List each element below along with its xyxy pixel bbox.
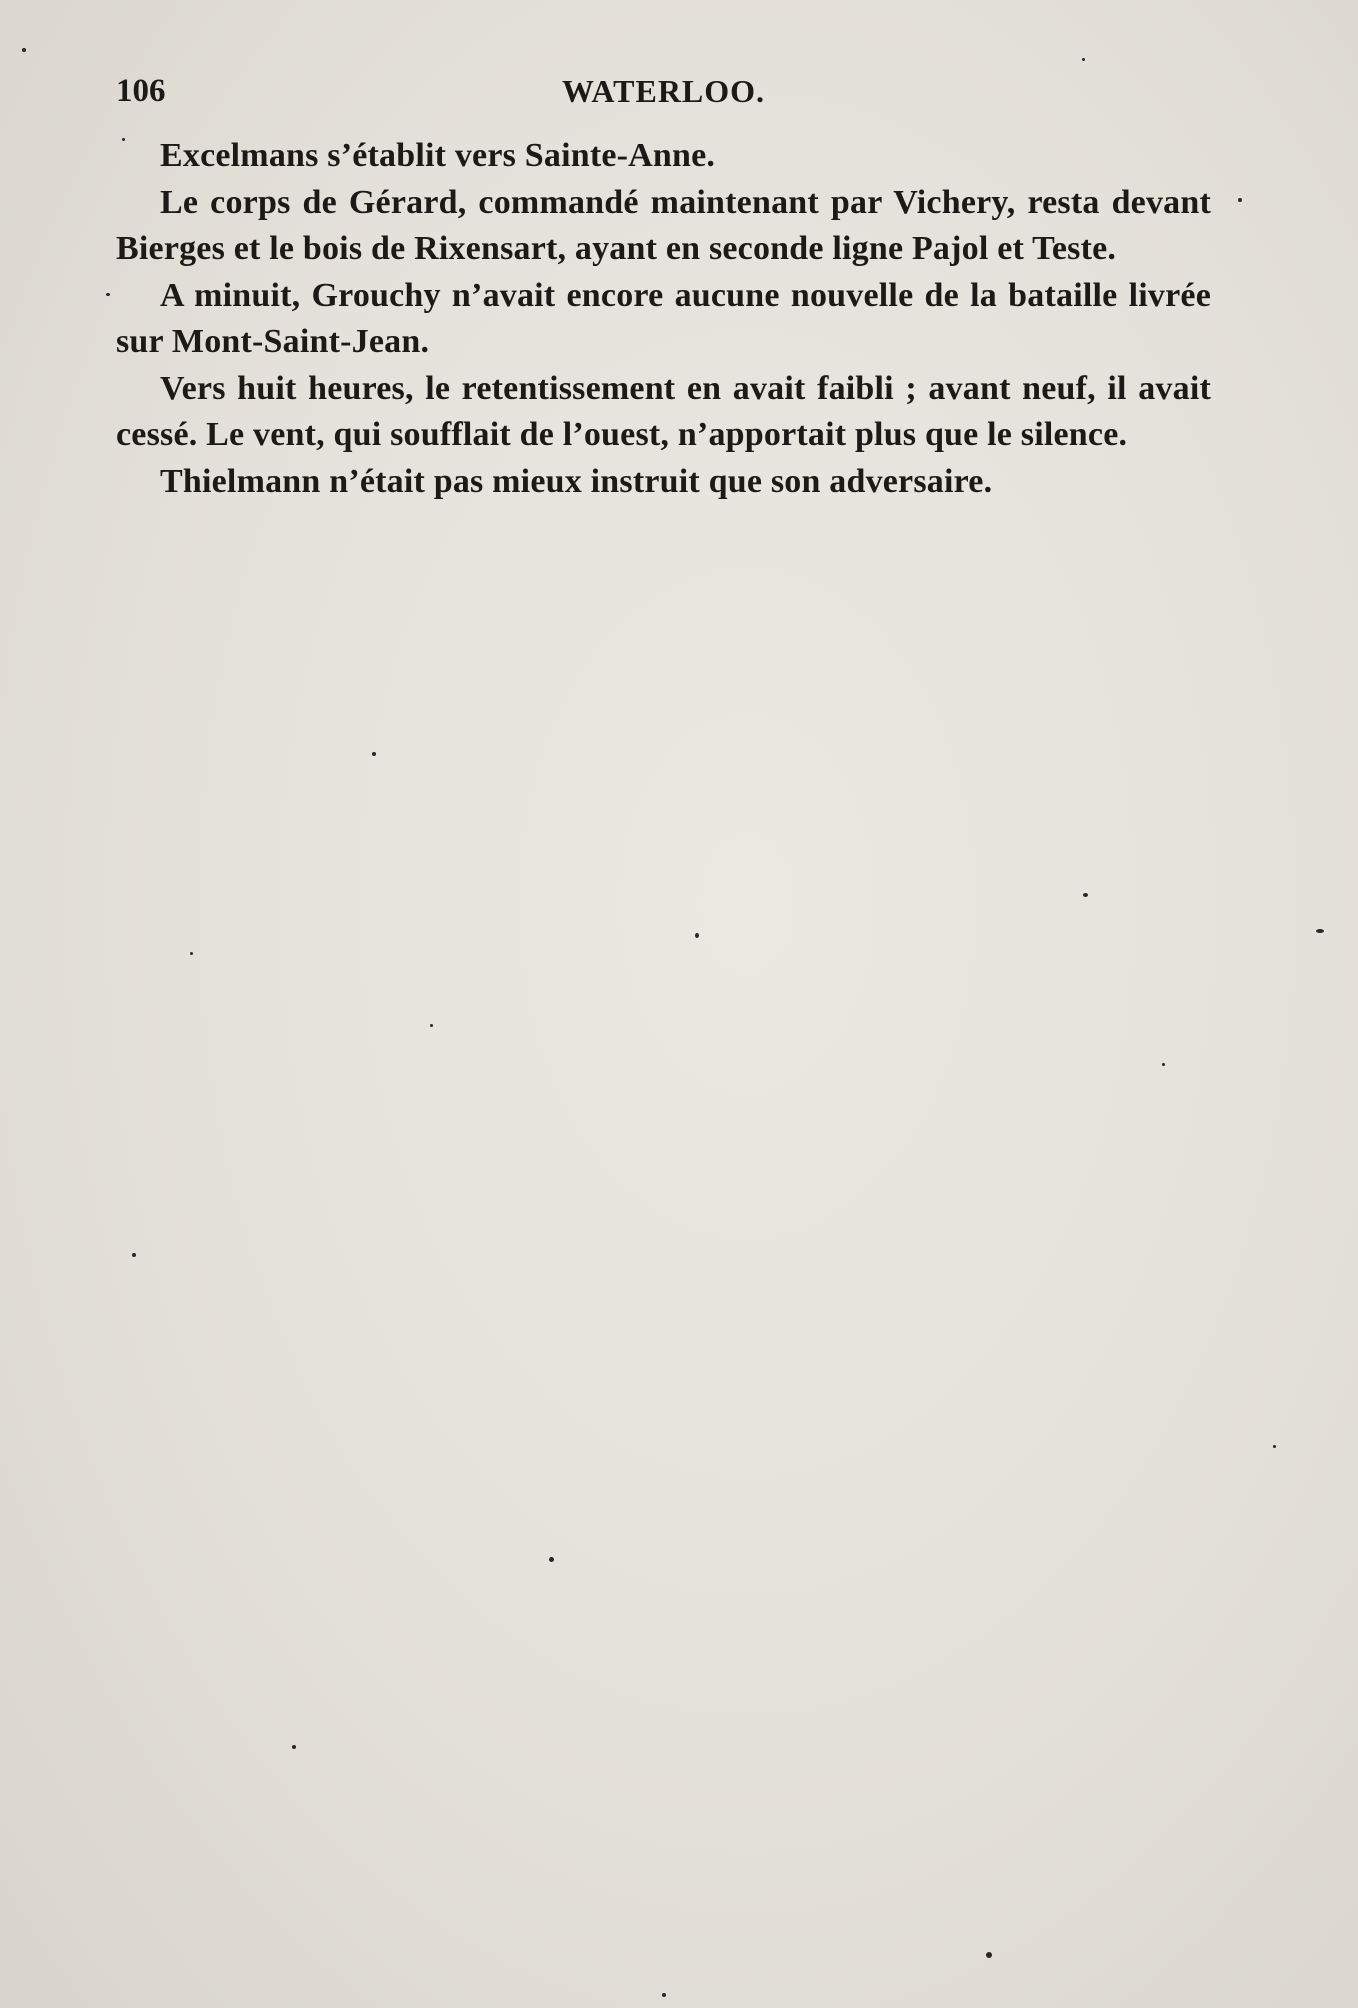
paper-speck bbox=[1316, 929, 1324, 933]
paragraph: Excelmans s’établit vers Sainte-Anne. bbox=[160, 137, 716, 174]
paper-speck bbox=[1083, 893, 1088, 897]
paper-speck bbox=[986, 1952, 992, 1958]
page-header bbox=[116, 66, 1211, 116]
paper-speck bbox=[1238, 198, 1242, 202]
paragraph: Thielmann n’était pas mieux instruit que son adversaire. bbox=[160, 462, 993, 500]
paper-speck bbox=[1082, 58, 1085, 61]
running-title: WATERLOO. bbox=[561, 73, 766, 109]
paragraph: Vers huit heures, le retentissement en avait faibli ; avant neuf, il avait cessé. Le vent, qui soufflait de l’ouest, n’apportait plus que le silence. bbox=[116, 369, 1211, 453]
paper-speck bbox=[372, 752, 376, 756]
paper-speck bbox=[106, 293, 110, 296]
paper-speck bbox=[22, 48, 26, 52]
paragraph: A minuit, Grouchy n’avait encore aucune nouvelle de la bataille livrée sur Mont-Saint-Jean. bbox=[116, 276, 1211, 360]
paper-speck bbox=[430, 1024, 433, 1027]
page-number: 106 bbox=[116, 73, 166, 109]
paper-speck bbox=[190, 952, 193, 955]
paper-speck bbox=[1162, 1063, 1165, 1066]
paper-speck bbox=[1273, 1445, 1276, 1448]
paper-speck bbox=[549, 1557, 554, 1562]
paper-speck bbox=[292, 1745, 296, 1749]
body-text bbox=[116, 133, 1211, 505]
paragraph: Le corps de Gérard, commandé maintenant par Vichery, resta devant Bierges et le bois de Rixensart, ayant en seconde ligne Pajol et Teste. bbox=[116, 183, 1211, 267]
paper-speck bbox=[695, 933, 699, 938]
paper-speck bbox=[132, 1253, 136, 1257]
paper-speck bbox=[662, 1993, 666, 1997]
